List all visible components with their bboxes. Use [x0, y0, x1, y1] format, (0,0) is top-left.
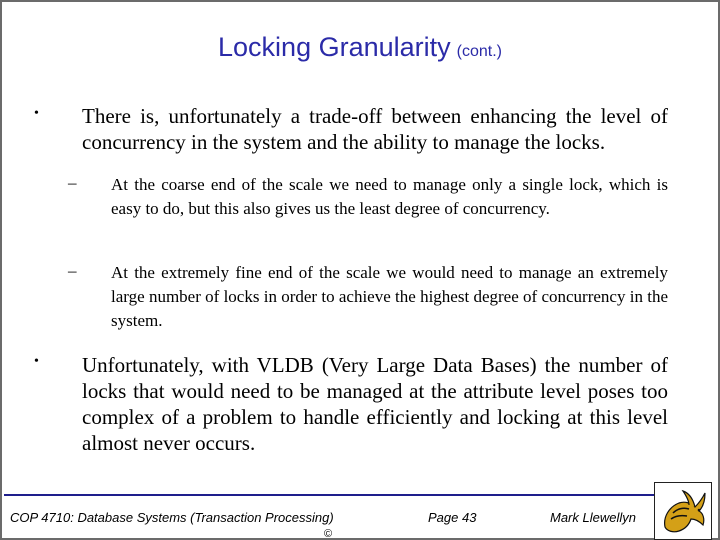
sub-bullet-marker-2: –: [68, 261, 77, 280]
bullet-marker-2: •: [34, 354, 39, 369]
footer-course: COP 4710: Database Systems (Transaction Processing): [10, 510, 334, 525]
slide-title: [2, 32, 718, 63]
ucf-logo-icon: [654, 482, 712, 540]
bullet-text-1: There is, unfortunately a trade-off between enhancing the level of concurrency in the system and the ability to manage the locks.: [82, 104, 668, 154]
footer-author: Mark Llewellyn: [550, 510, 636, 525]
footer-rule: [4, 494, 654, 496]
bullet-text-2: Unfortunately, with VLDB (Very Large Data Bases) the number of locks that would need to be managed at the attribute level poses too complex of a problem to handle efficiently and locking at this level almost never occurs.: [82, 353, 668, 455]
title-main: Locking Granularity: [218, 32, 451, 62]
sub-bullet-text-1: At the coarse end of the scale we need to manage only a single lock, which is easy to do, but this also gives us the least degree of concurrency.: [111, 175, 668, 218]
sub-bullet-marker-1: –: [68, 173, 77, 192]
footer-page: Page 43: [428, 510, 477, 525]
footer-copyright: ©: [324, 528, 333, 540]
title-suffix: (cont.): [456, 43, 502, 60]
slide-footer: [2, 494, 718, 538]
sub-bullet-text-2: At the extremely fine end of the scale we would need to manage an extremely large number of locks in order to achieve the highest degree of concurrency in the system.: [111, 263, 668, 330]
ucf-logo-graphic: [655, 483, 711, 539]
bullet-marker-1: •: [34, 106, 39, 121]
